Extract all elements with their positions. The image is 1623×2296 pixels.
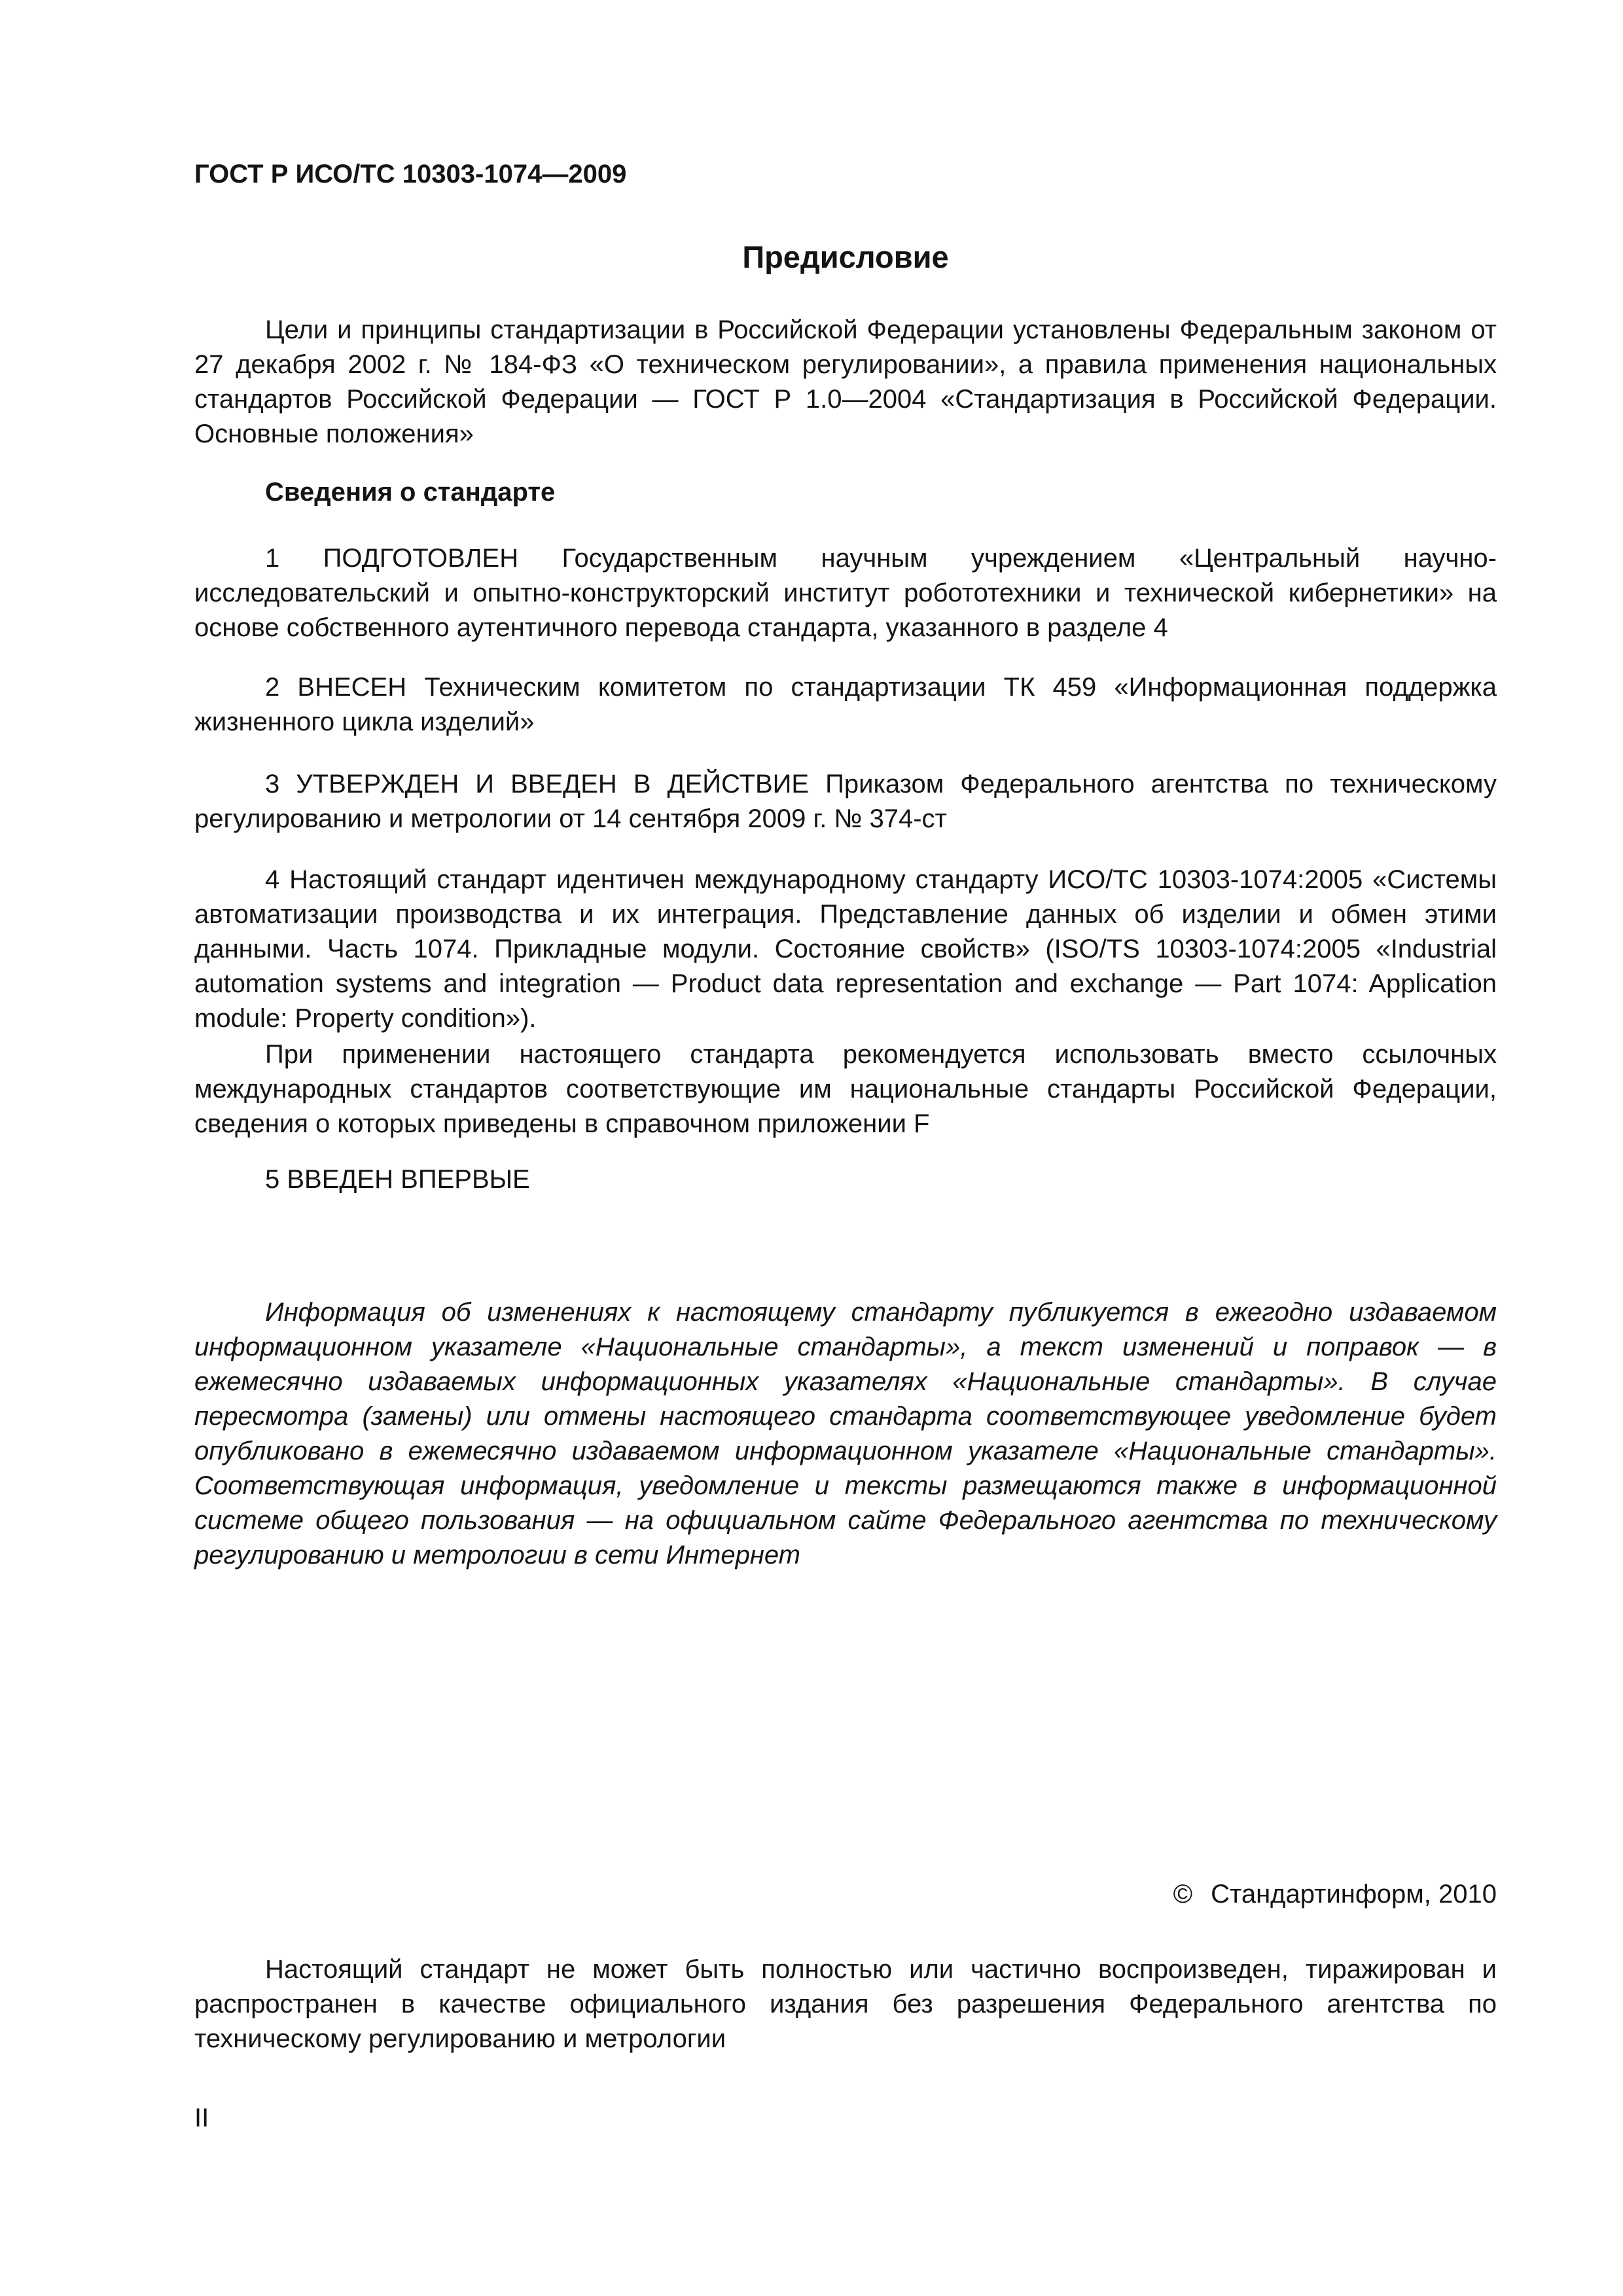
item-4-paragraph: 4 Настоящий стандарт идентичен международному стандарту ИСО/ТС 10303-1074:2005 «Системы автоматизации производства и их интеграция. Представление данных об изделии и обмен этими данными. Часть 1074. Прикладные модули. Состояние свойств» (ISO/TS 10303-1074:2005 «Industrial automation systems and integration — Product data representation and exchange — Part 1074: Application module: Property condition»). [194,865,1497,1033]
copyright-text: Стандартинформ, 2010 [1211,1880,1497,1909]
item-2-paragraph: 2 ВНЕСЕН Техническим комитетом по стандартизации ТК 459 «Информационная поддержка жизненного цикла изделий» [194,673,1497,736]
intro-paragraph: Цели и принципы стандартизации в Российской Федерации установлены Федеральным законом от 27 декабря 2002 г. № 184-ФЗ «О техническом регулировании», а правила применения национальных стандартов Российской Федерации — ГОСТ Р 1.0—2004 «Стандартизация в Российской Федерации. Основные положения» [194,315,1497,448]
reproduction-notice-paragraph: Настоящий стандарт не может быть полностью или частично воспроизведен, тиражирован и распространен в качестве официального издания без разрешения Федерального агентства по техническому регулированию и метрологии [194,1955,1497,2053]
page-title: Предисловие [742,240,949,274]
item-1-paragraph: 1 ПОДГОТОВЛЕН Государственным научным учреждением «Центральный научно-исследовательский и опытно-конструкторский институт робототехники и технической кибернетики» на основе собственного аутентичного перевода стандарта, указанного в разделе 4 [194,544,1497,642]
item-4-note-paragraph: При применении настоящего стандарта рекомендуется использовать вместо ссылочных международных стандартов соответствующие им национальные стандарты Российской Федерации, сведения о которых приведены в справочном приложении F [194,1040,1497,1138]
info-notice-paragraph: Информация об изменениях к настоящему стандарту публикуется в ежегодно издаваемом информационном указателе «Национальные стандарты», а текст изменений и поправок — в ежемесячно издаваемых информационных указателях «Национальные стандарты». В случае пересмотра (замены) или отмены настоящего стандарта соответствующее уведомление будет опубликовано в ежемесячно издаваемом информационном указателе «Национальные стандарты». Соответствующая информация, уведомление и тексты размещаются также в информационной системе общего пользования — на официальном сайте Федерального агентства по техническому регулированию и метрологии в сети Интернет [194,1298,1497,1570]
copyright-icon: © [1173,1880,1193,1909]
item-5-paragraph: 5 ВВЕДЕН ВПЕРВЫЕ [265,1165,530,1194]
document-header: ГОСТ Р ИСО/ТС 10303-1074—2009 [194,160,627,188]
copyright-line [1173,1878,1497,1910]
item-3-paragraph: 3 УТВЕРЖДЕН И ВВЕДЕН В ДЕЙСТВИЕ Приказом Федерального агентства по техническому регулированию и метрологии от 14 сентября 2009 г. № 374-ст [194,770,1497,833]
section-heading: Сведения о стандарте [265,478,556,507]
page-number: II [194,2104,209,2132]
